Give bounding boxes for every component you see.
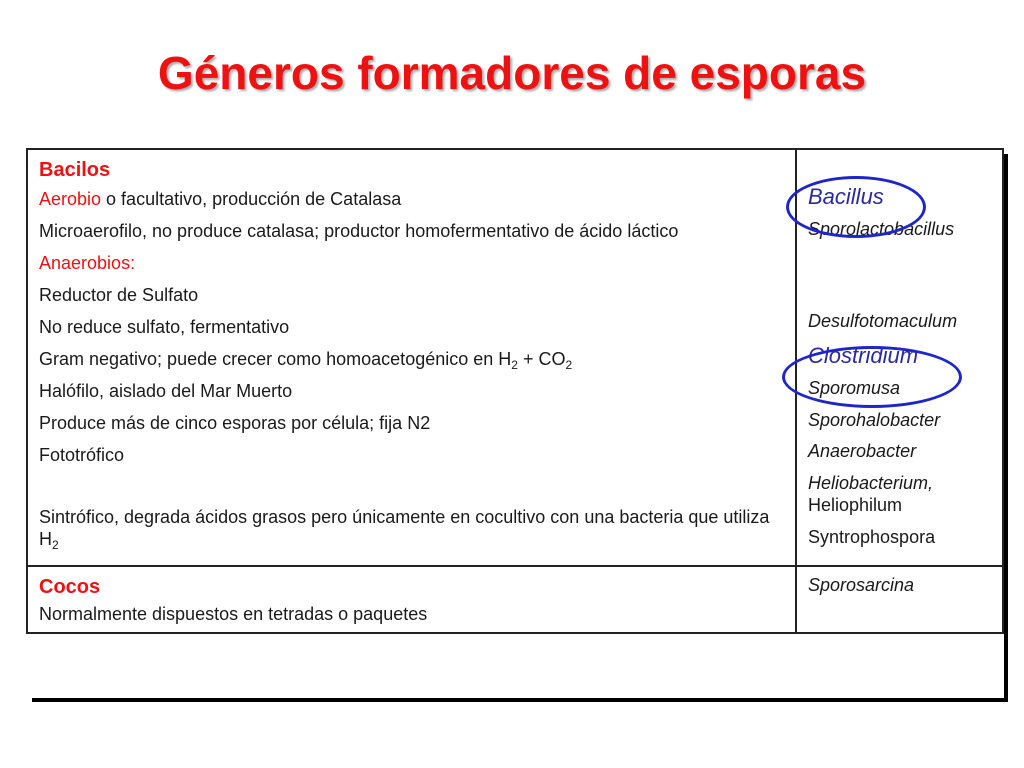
genus-desulfotomaculum: Desulfotomaculum xyxy=(808,310,958,331)
desc-aerobio xyxy=(39,189,784,211)
genus-sporosarcina: Sporosarcina xyxy=(808,575,915,596)
highlight-circle-clostridium xyxy=(782,346,962,408)
table-shadow-bottom xyxy=(32,698,1008,702)
desc-fototrofico: Fototrófico xyxy=(39,445,125,466)
desc-aerobio-text: o facultativo, producción de Catalasa xyxy=(101,189,402,210)
genus-sporolactobacillus: Sporolactobacillus xyxy=(808,218,955,239)
genus-heliobacterium: Heliobacterium, xyxy=(808,473,934,494)
cocos-genera-cell xyxy=(796,566,1003,632)
spacer xyxy=(39,477,784,507)
subscript-co2: 2 xyxy=(565,358,573,373)
desc-sintrofico-text: Sintrófico, degrada ácidos grasos pero únicamente en cocultivo con una bacteria que utiliza H xyxy=(39,506,770,549)
desc-anaerobios: Anaerobios: xyxy=(39,253,136,274)
cocos-heading: Cocos xyxy=(39,576,101,599)
highlight-circle-bacillus xyxy=(786,176,926,238)
genus-anaerobacter: Anaerobacter xyxy=(808,441,917,462)
desc-microaerofilo: Microaerofilo, no produce catalasa; productor homofermentativo de ácido láctico xyxy=(39,221,679,242)
desc-no-reduce-sulfato: No reduce sulfato, fermentativo xyxy=(39,317,290,338)
genus-heliophilum: Heliophilum xyxy=(808,495,903,516)
genus-bacillus: Bacillus xyxy=(808,184,884,209)
genus-syntrophospora: Syntrophospora xyxy=(808,527,936,548)
desc-gram-negativo-a: Gram negativo; puede crecer como homoacetogénico en H xyxy=(39,349,512,370)
desc-reductor-sulfato: Reductor de Sulfato xyxy=(39,285,199,306)
table-row-cocos xyxy=(27,566,1003,632)
desc-aerobio-label: Aerobio xyxy=(39,189,102,210)
genus-sporomusa: Sporomusa xyxy=(808,377,901,398)
genus-clostridium: Clostridium xyxy=(808,342,919,368)
desc-gram-negativo xyxy=(39,349,784,371)
slide-title: Géneros formadores de esporas xyxy=(157,47,867,99)
subscript-h2: 2 xyxy=(511,358,518,373)
subscript-h2-sintrofico: 2 xyxy=(52,537,59,552)
desc-gram-negativo-b: + CO xyxy=(517,349,566,370)
cocos-description-cell xyxy=(27,566,796,632)
table-shadow-right xyxy=(1004,154,1008,700)
desc-sintrofico xyxy=(39,507,784,551)
bacilos-heading: Bacilos xyxy=(39,159,111,181)
desc-tetradas: Normalmente dispuestos en tetradas o paquetes xyxy=(39,603,428,624)
spacer xyxy=(808,251,996,311)
desc-halofilo: Halófilo, aislado del Mar Muerto xyxy=(39,381,293,402)
bacilos-description-cell xyxy=(27,149,796,566)
desc-cinco-esporas: Produce más de cinco esporas por célula; fija N2 xyxy=(39,413,431,434)
genus-sporohalobacter: Sporohalobacter xyxy=(808,409,941,430)
